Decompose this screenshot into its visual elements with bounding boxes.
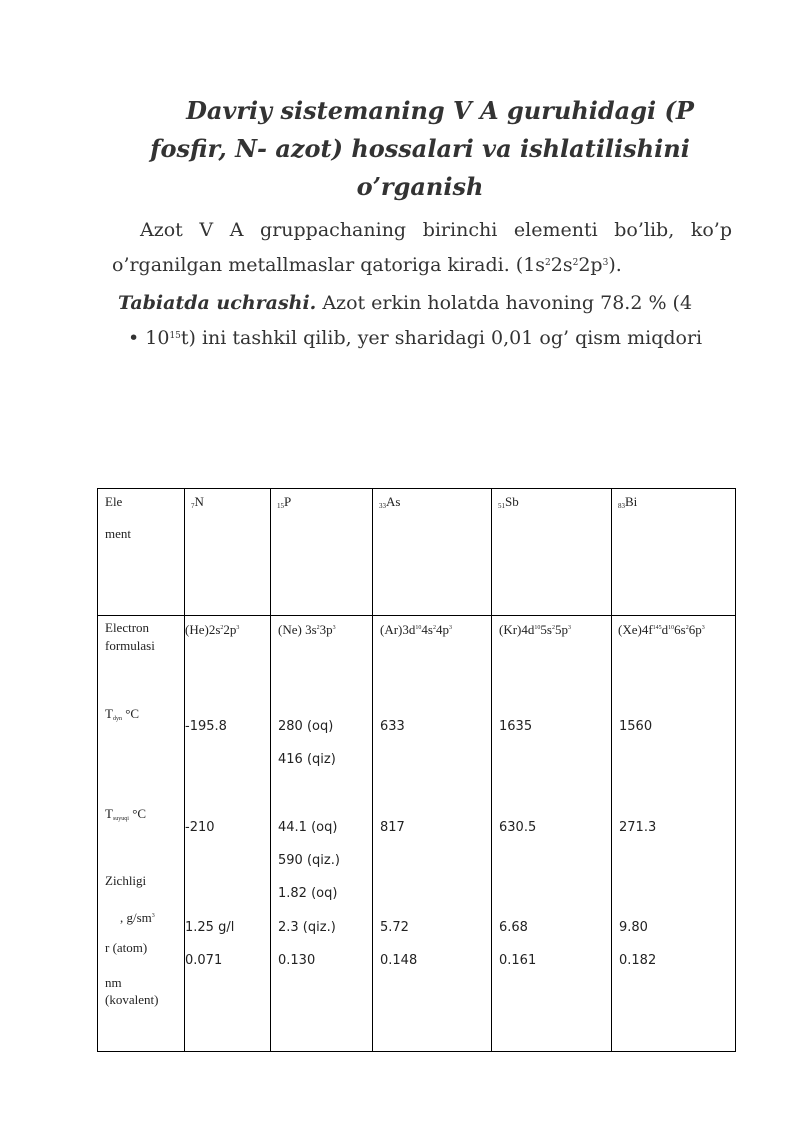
cell-t2-n: -210	[185, 820, 215, 835]
table-divider	[98, 615, 735, 616]
intro-line-1: Azot V A gruppachaning birinchi elementi bo’lib, ko’p	[140, 219, 732, 241]
cell-radius-p: 0.130	[278, 953, 316, 968]
cell-density-as: 5.72	[380, 920, 409, 935]
superscript: 3	[236, 625, 240, 631]
element-header-bi	[618, 493, 637, 515]
table-divider	[611, 489, 612, 1051]
occurrence-heading: Tabiatda uchrashi.	[118, 292, 317, 314]
cell-density-p: 2.3 (qiz.)	[278, 920, 336, 935]
label-unit: °C	[132, 806, 147, 821]
superscript: 3	[332, 625, 336, 631]
superscript: 10	[415, 625, 422, 631]
superscript: 15	[169, 331, 181, 341]
cell-t1-n: -195.8	[185, 719, 227, 734]
formula-text: (Xe)4f	[618, 622, 653, 637]
occurrence-line-2	[118, 320, 748, 355]
superscript: 2	[432, 625, 436, 631]
element-header-p	[277, 493, 291, 515]
cell-t1-p-extra: 416 (qiz)	[278, 752, 336, 767]
electron-formula-p	[278, 619, 336, 639]
formula-text: 5p	[554, 622, 568, 637]
occurrence-line-1	[118, 287, 748, 320]
electron-formula-bi	[618, 619, 705, 639]
formula-text: 4p	[435, 622, 449, 637]
superscript: 10	[534, 625, 541, 631]
formula-text: (He)2s	[185, 622, 221, 637]
superscript: 3	[602, 258, 609, 268]
cell-t2-bi: 271.3	[619, 820, 657, 835]
electron-formula-n	[185, 619, 239, 639]
element-symbol: Bi	[625, 494, 638, 509]
subscript: dyn	[112, 716, 122, 722]
properties-table	[97, 488, 736, 1052]
row-label-radius: (kovalent)	[105, 992, 159, 1007]
table-divider	[372, 489, 373, 1051]
table-divider	[491, 489, 492, 1051]
formula-text: 5s	[540, 622, 552, 637]
element-header-n	[191, 493, 204, 515]
table-divider	[270, 489, 271, 1051]
header-element-label: ment	[105, 526, 131, 541]
formula-text: (Ne) 3s	[278, 622, 317, 637]
superscript: 2	[685, 625, 689, 631]
cell-t1-sb: 1635	[499, 719, 533, 734]
row-label-density-unit	[120, 907, 155, 927]
element-symbol: Sb	[505, 494, 519, 509]
cell-t1-bi: 1560	[619, 719, 653, 734]
cell-t1-as: 633	[380, 719, 405, 734]
intro-line-2	[112, 247, 732, 282]
cell-t2-as: 817	[380, 820, 405, 835]
superscript: 3	[448, 625, 452, 631]
cell-t2-p: 44.1 (oq)	[278, 820, 338, 835]
superscript: 3	[701, 625, 705, 631]
formula-text: 3p	[319, 622, 333, 637]
page-title	[120, 92, 720, 206]
atomic-number: 7	[191, 502, 195, 510]
cell-density-sb: 6.68	[499, 920, 528, 935]
superscript: 2	[220, 625, 224, 631]
atomic-number: 33	[379, 502, 386, 510]
superscript: 3	[567, 625, 571, 631]
label-text: , g/sm	[120, 910, 152, 925]
title-line-3: o’rganish	[356, 172, 484, 201]
header-element-label: Ele	[105, 494, 123, 509]
element-header-sb	[498, 493, 519, 515]
cell-density-p-extra: 1.82 (oq)	[278, 886, 338, 901]
formula-text: 2p	[223, 622, 237, 637]
atomic-number: 15	[277, 502, 284, 510]
superscript: 2	[572, 258, 579, 268]
cell-density-bi: 9.80	[619, 920, 648, 935]
row-label-tqaynash	[105, 805, 146, 828]
superscript: 145	[652, 625, 662, 631]
label-text: T	[105, 806, 113, 821]
intro-text: 2s	[550, 254, 573, 276]
intro-text: o’rganilgan metallmaslar qatoriga kiradi. (1s	[112, 254, 546, 276]
row-label-radius: r (atom)	[105, 940, 148, 955]
superscript: 3	[151, 913, 155, 919]
cell-t1-p: 280 (oq)	[278, 719, 334, 734]
element-symbol: N	[194, 494, 204, 509]
element-header-as	[379, 493, 400, 515]
formula-text: 4s	[421, 622, 433, 637]
label-unit: °C	[125, 706, 140, 721]
cell-t2-sb: 630.5	[499, 820, 537, 835]
cell-radius-bi: 0.182	[619, 953, 657, 968]
cell-density-n: 1.25 g/l	[185, 920, 235, 935]
superscript: 2	[316, 625, 320, 631]
formula-text: d	[661, 622, 669, 637]
title-line-1: Davriy sistemaning V A guruhidagi (P	[186, 96, 694, 125]
occurrence-text: • 10	[128, 327, 170, 349]
superscript: 2	[545, 258, 551, 268]
row-label-tsuyuq	[105, 705, 139, 728]
atomic-number: 51	[498, 502, 505, 510]
formula-text: 6p	[688, 622, 702, 637]
intro-paragraph	[112, 214, 732, 282]
cell-radius-sb: 0.161	[499, 953, 537, 968]
title-line-2: fosfir, N- azot) hossalari va ishlatilishini	[150, 134, 690, 163]
cell-radius-n: 0.071	[185, 953, 223, 968]
superscript: 10	[668, 625, 675, 631]
cell-t2-p-extra: 590 (qiz.)	[278, 853, 340, 868]
atomic-number: 83	[618, 502, 625, 510]
row-label-electron: formulasi	[105, 638, 155, 653]
element-symbol: As	[386, 494, 401, 509]
row-label-density: Zichligi	[105, 873, 147, 888]
intro-text: 2p	[578, 254, 603, 276]
cell-radius-as: 0.148	[380, 953, 418, 968]
occurrence-text: Azot erkin holatda havoning 78.2 % (4	[316, 292, 693, 314]
subscript: suyuqi	[112, 816, 129, 822]
formula-text: 6s	[674, 622, 686, 637]
row-label-electron: Electron	[105, 620, 150, 635]
label-text: T	[105, 706, 113, 721]
formula-text: (Ar)3d	[380, 622, 416, 637]
electron-formula-sb	[499, 619, 571, 639]
superscript: 2	[551, 625, 555, 631]
occurrence-paragraph	[118, 287, 748, 355]
electron-formula-as	[380, 619, 452, 639]
occurrence-text: t) ini tashkil qilib, yer sharidagi 0,01 og’ qism miqdori	[180, 327, 703, 349]
element-symbol: P	[284, 494, 292, 509]
formula-text: (Kr)4d	[499, 622, 535, 637]
intro-text: ).	[608, 254, 622, 276]
row-label-radius: nm	[105, 975, 122, 990]
